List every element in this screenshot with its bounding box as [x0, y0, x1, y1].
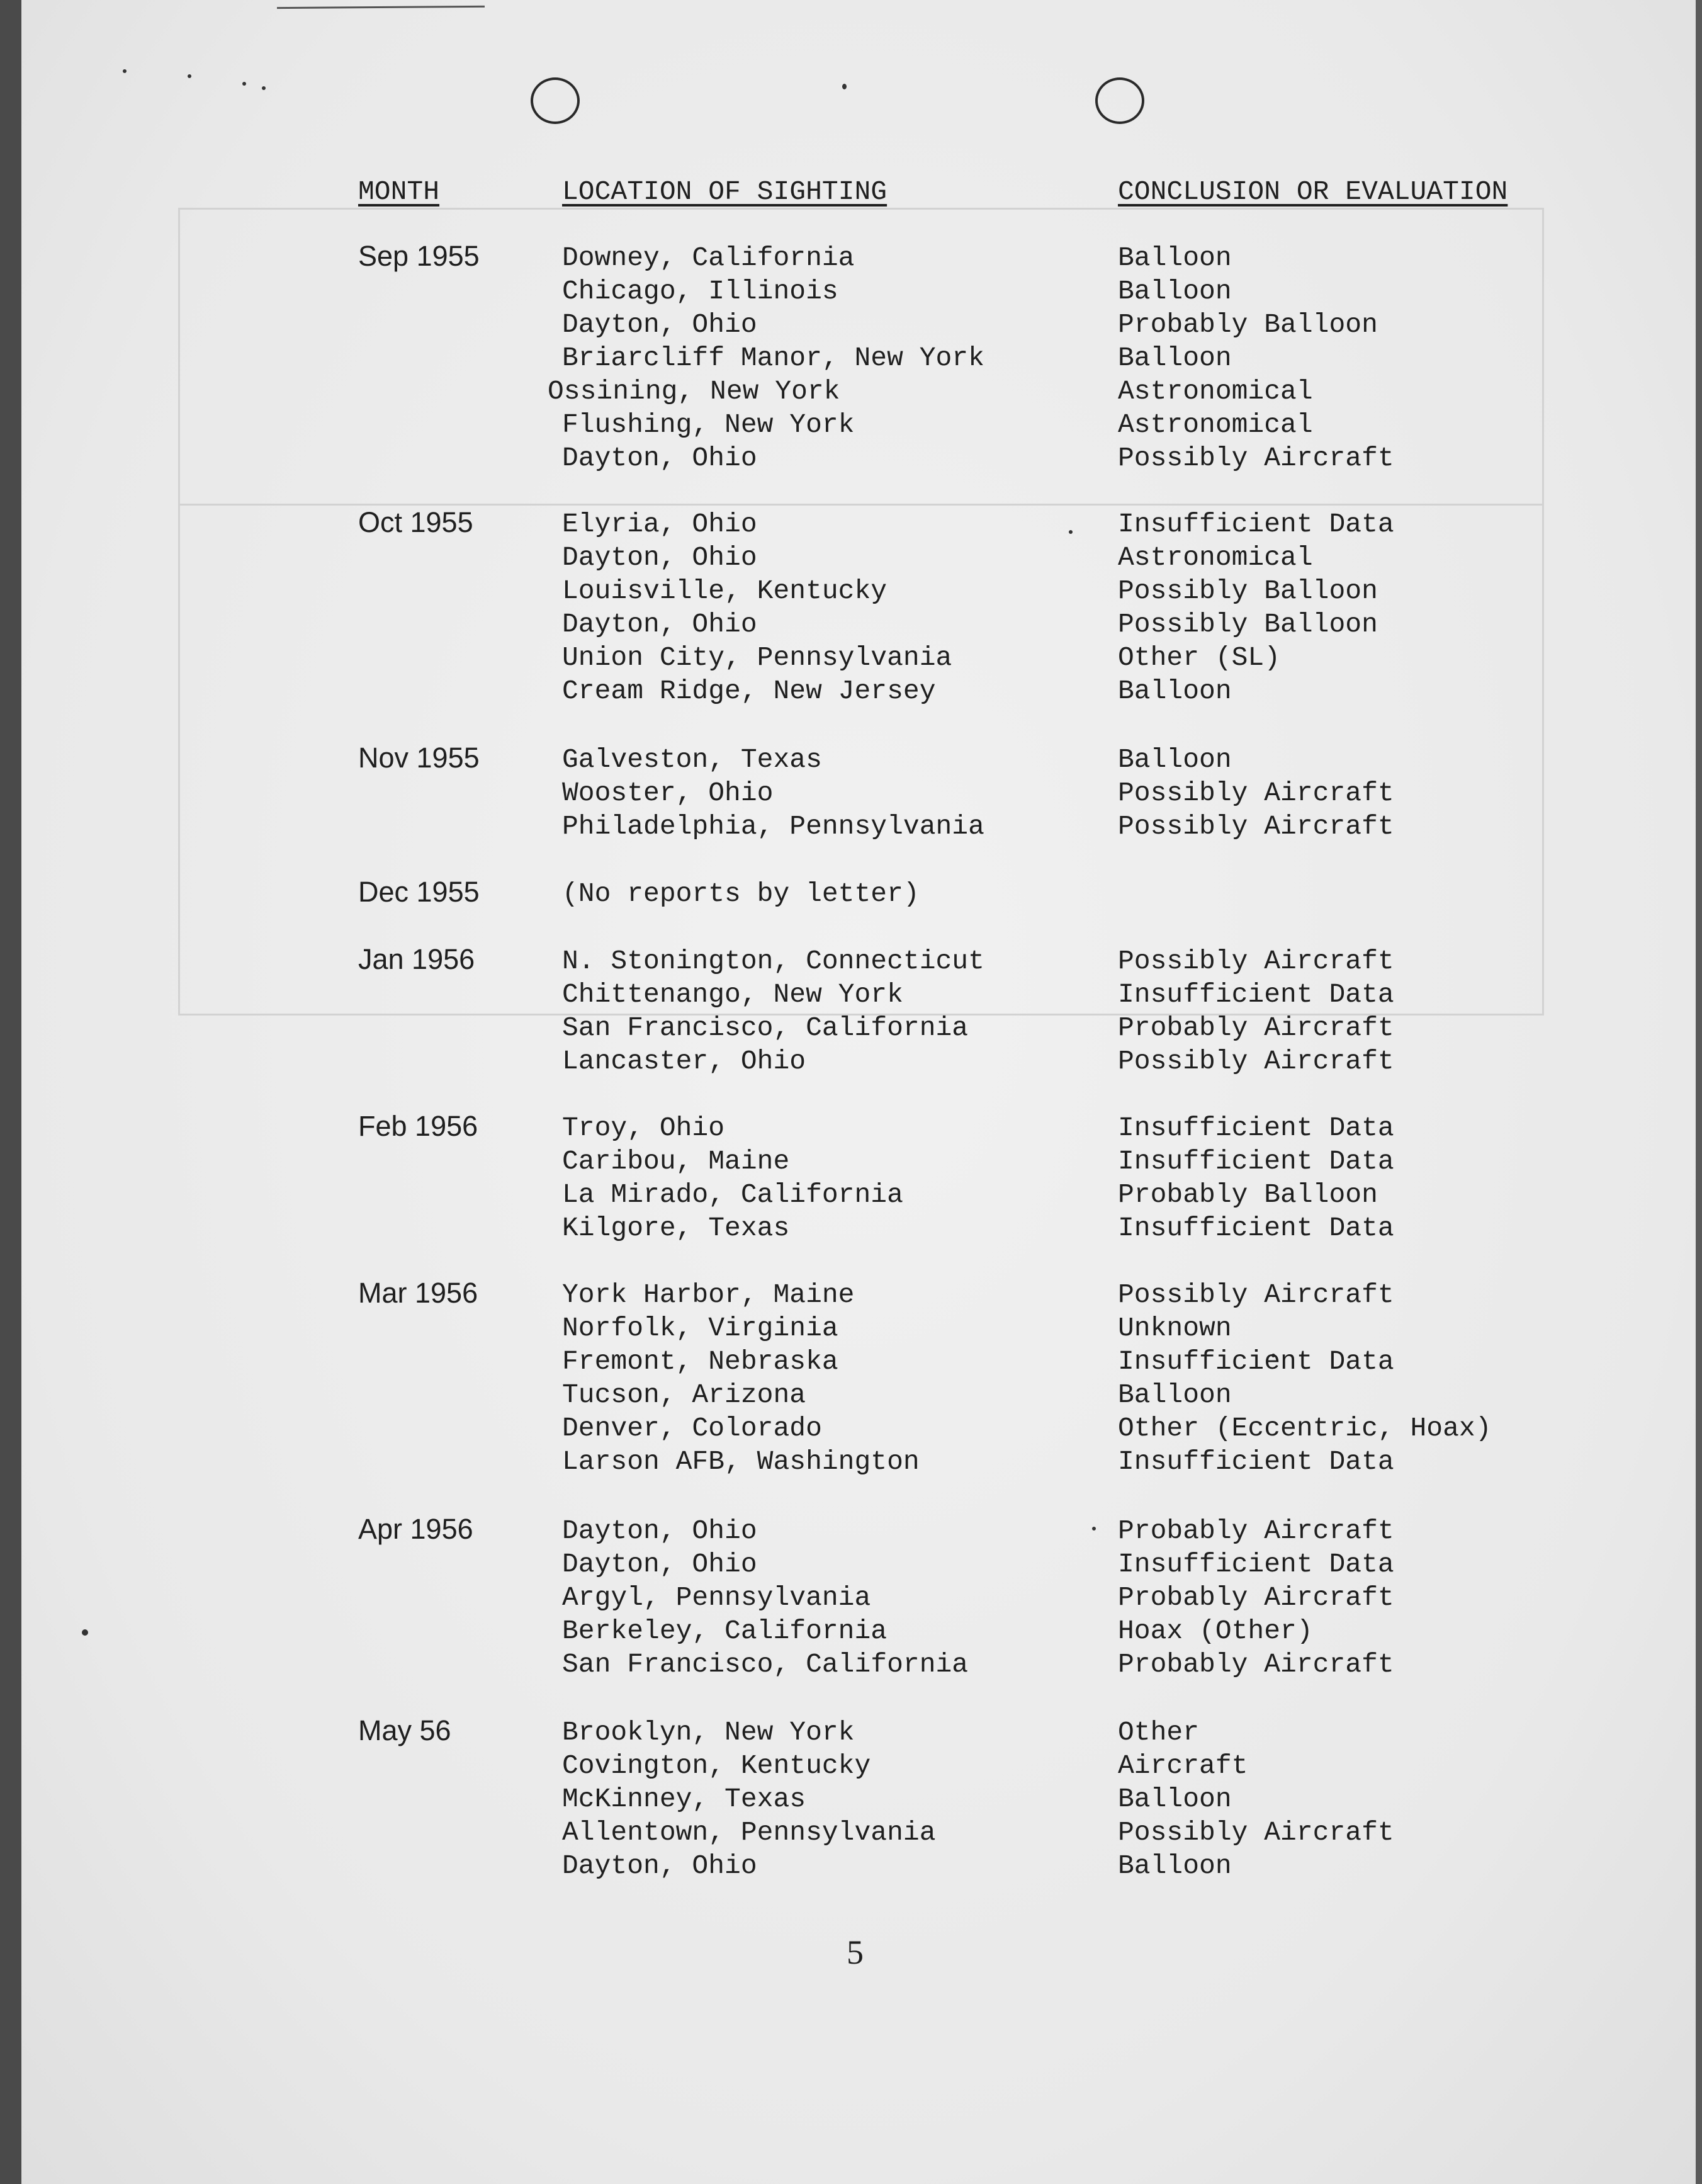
table-row [0, 810, 1702, 843]
sighting-conclusion: Insufficient Data [1118, 1346, 1394, 1377]
table-row [0, 1211, 1702, 1245]
sighting-location: Chittenango, New York [562, 979, 903, 1010]
table-row [0, 1378, 1702, 1412]
sighting-conclusion: Possibly Aircraft [1118, 778, 1394, 808]
sighting-conclusion: Balloon [1118, 342, 1232, 373]
table-row [0, 1278, 1702, 1311]
sighting-conclusion: Balloon [1118, 676, 1232, 706]
table-row [0, 341, 1702, 375]
sighting-conclusion: Balloon [1118, 1784, 1232, 1814]
table-row [0, 308, 1702, 341]
table-row [0, 1547, 1702, 1581]
month-label: Nov 1955 [358, 742, 480, 774]
sighting-location: Downey, California [562, 242, 855, 273]
sighting-location: Briarcliff Manor, New York [562, 342, 984, 373]
table-row [0, 375, 1702, 408]
scan-speck [842, 84, 847, 89]
table-row [0, 541, 1702, 574]
sighting-location: Caribou, Maine [562, 1146, 790, 1177]
table-row [0, 641, 1702, 674]
sighting-location: Berkeley, California [562, 1615, 888, 1646]
sighting-conclusion: Insufficient Data [1118, 1112, 1394, 1143]
table-row [0, 1648, 1702, 1681]
sighting-location: Brooklyn, New York [562, 1717, 855, 1748]
table-row [0, 1614, 1702, 1648]
sighting-conclusion: Balloon [1118, 242, 1232, 273]
sighting-location: McKinney, Texas [562, 1784, 806, 1814]
sighting-conclusion: Possibly Aircraft [1118, 811, 1394, 842]
sighting-conclusion: Insufficient Data [1118, 1549, 1394, 1580]
table-row [0, 1581, 1702, 1614]
location-column-header: LOCATION OF SIGHTING [562, 176, 888, 207]
table-row [0, 1782, 1702, 1816]
sighting-conclusion: Probably Aircraft [1118, 1649, 1394, 1680]
conclusion-column-header: CONCLUSION OR EVALUATION [1118, 176, 1508, 207]
sighting-location: Troy, Ohio [562, 1112, 725, 1143]
month-label: Dec 1955 [358, 876, 480, 908]
table-row [0, 1716, 1702, 1749]
sighting-location: Louisville, Kentucky [562, 575, 888, 606]
table-row [0, 776, 1702, 810]
sighting-conclusion: Probably Aircraft [1118, 1012, 1394, 1043]
sighting-conclusion: Insufficient Data [1118, 979, 1394, 1010]
sighting-location: Dayton, Ohio [562, 1549, 757, 1580]
sighting-conclusion: Possibly Aircraft [1118, 1279, 1394, 1310]
table-row [0, 674, 1702, 708]
table-row [0, 1514, 1702, 1547]
punch-hole-right [1095, 77, 1144, 124]
month-label: Oct 1955 [358, 506, 473, 538]
sighting-location: Covington, Kentucky [562, 1750, 871, 1781]
sighting-location: Cream Ridge, New Jersey [562, 676, 936, 706]
sighting-location: San Francisco, California [562, 1649, 969, 1680]
table-row [0, 877, 1702, 910]
sighting-location: La Mirado, California [562, 1179, 903, 1210]
scan-speck [242, 82, 246, 86]
sighting-conclusion: Insufficient Data [1118, 1213, 1394, 1243]
table-row [0, 574, 1702, 608]
sighting-conclusion: Astronomical [1118, 376, 1313, 407]
table-row [0, 1749, 1702, 1782]
sighting-conclusion: Possibly Aircraft [1118, 946, 1394, 976]
sighting-location: Chicago, Illinois [562, 276, 838, 307]
month-label: Sep 1955 [358, 240, 480, 272]
sighting-location: Dayton, Ohio [562, 1515, 757, 1546]
table-row [0, 441, 1702, 475]
table-row [0, 978, 1702, 1011]
sighting-conclusion: Balloon [1118, 1379, 1232, 1410]
month-label: Feb 1956 [358, 1110, 478, 1142]
sighting-location: (No reports by letter) [562, 878, 920, 909]
sighting-conclusion: Probably Aircraft [1118, 1515, 1394, 1546]
sighting-location: Dayton, Ohio [562, 309, 757, 340]
sighting-conclusion: Probably Balloon [1118, 309, 1378, 340]
sighting-conclusion: Probably Balloon [1118, 1179, 1378, 1210]
sighting-conclusion: Probably Aircraft [1118, 1582, 1394, 1613]
table-row [0, 1816, 1702, 1849]
table-row [0, 1849, 1702, 1882]
sighting-location: N. Stonington, Connecticut [562, 946, 984, 976]
scan-top-line [277, 6, 485, 9]
sighting-location: Elyria, Ohio [562, 509, 757, 540]
month-label: Mar 1956 [358, 1277, 478, 1309]
table-row [0, 608, 1702, 641]
sighting-conclusion: Balloon [1118, 1850, 1232, 1881]
sighting-location: Dayton, Ohio [562, 443, 757, 473]
sighting-conclusion: Balloon [1118, 276, 1232, 307]
sighting-location: Fremont, Nebraska [562, 1346, 838, 1377]
table-row [0, 408, 1702, 441]
sighting-location: Dayton, Ohio [562, 1850, 757, 1881]
sighting-conclusion: Other (SL) [1118, 642, 1281, 673]
sighting-location: San Francisco, California [562, 1012, 969, 1043]
table-row [0, 1011, 1702, 1044]
table-row [0, 1311, 1702, 1345]
table-row [0, 274, 1702, 308]
table-row [0, 1345, 1702, 1378]
sighting-location: Dayton, Ohio [562, 609, 757, 640]
sighting-conclusion: Astronomical [1118, 409, 1313, 440]
sighting-conclusion: Insufficient Data [1118, 509, 1394, 540]
sighting-location: Denver, Colorado [562, 1413, 822, 1444]
sighting-location: Union City, Pennsylvania [562, 642, 952, 673]
scan-speck [123, 69, 127, 73]
sighting-conclusion: Balloon [1118, 744, 1232, 775]
scan-speck [188, 74, 191, 78]
month-column-header: MONTH [358, 176, 440, 207]
page-number: 5 [847, 1933, 864, 1971]
sighting-conclusion: Insufficient Data [1118, 1146, 1394, 1177]
table-row [0, 1111, 1702, 1145]
sighting-conclusion: Unknown [1118, 1313, 1232, 1344]
sighting-conclusion: Hoax (Other) [1118, 1615, 1313, 1646]
sighting-location: Kilgore, Texas [562, 1213, 790, 1243]
punch-hole-left [531, 77, 580, 124]
month-label: Jan 1956 [358, 943, 475, 975]
sighting-conclusion: Astronomical [1118, 542, 1313, 573]
sighting-conclusion: Possibly Balloon [1118, 575, 1378, 606]
sighting-conclusion: Possibly Balloon [1118, 609, 1378, 640]
sighting-location: Flushing, New York [562, 409, 855, 440]
month-label: Apr 1956 [358, 1513, 473, 1545]
sighting-conclusion: Aircraft [1118, 1750, 1248, 1781]
sighting-conclusion: Possibly Aircraft [1118, 1817, 1394, 1848]
sighting-conclusion: Other [1118, 1717, 1200, 1748]
bleed-through-line [178, 208, 1544, 210]
sighting-location: Lancaster, Ohio [562, 1046, 806, 1077]
table-row [0, 507, 1702, 541]
table-row [0, 1412, 1702, 1445]
scan-speck [262, 86, 266, 90]
sighting-location: Norfolk, Virginia [562, 1313, 838, 1344]
table-row [0, 241, 1702, 274]
sighting-conclusion: Other (Eccentric, Hoax) [1118, 1413, 1492, 1444]
sighting-location: Wooster, Ohio [562, 778, 774, 808]
table-row [0, 743, 1702, 776]
sighting-conclusion: Insufficient Data [1118, 1446, 1394, 1477]
sighting-location: Philadelphia, Pennsylvania [562, 811, 984, 842]
sighting-location: Argyl, Pennsylvania [562, 1582, 871, 1613]
bleed-through-line [178, 504, 1544, 506]
sighting-location: Ossining, New York [548, 376, 840, 407]
sighting-location: Allentown, Pennsylvania [562, 1817, 936, 1848]
sighting-location: Dayton, Ohio [562, 542, 757, 573]
table-row [0, 1145, 1702, 1178]
table-row [0, 1044, 1702, 1078]
sighting-location: York Harbor, Maine [562, 1279, 855, 1310]
sighting-conclusion: Possibly Aircraft [1118, 1046, 1394, 1077]
table-row [0, 944, 1702, 978]
table-row [0, 1178, 1702, 1211]
sighting-conclusion: Possibly Aircraft [1118, 443, 1394, 473]
sighting-location: Galveston, Texas [562, 744, 822, 775]
month-label: May 56 [358, 1714, 451, 1746]
sighting-location: Larson AFB, Washington [562, 1446, 920, 1477]
sighting-location: Tucson, Arizona [562, 1379, 806, 1410]
table-row [0, 1445, 1702, 1478]
